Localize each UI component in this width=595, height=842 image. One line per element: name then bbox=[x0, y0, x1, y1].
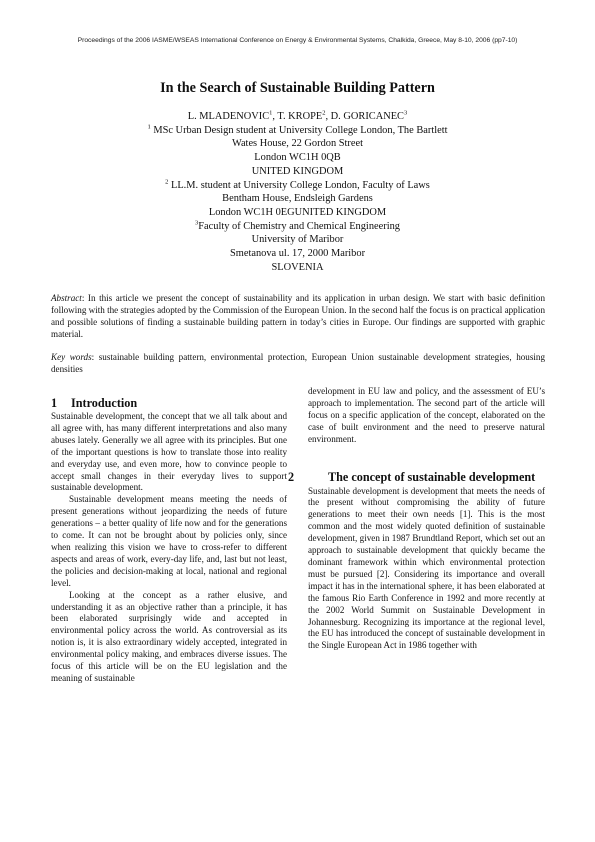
paper-title: In the Search of Sustainable Building Pattern bbox=[160, 80, 435, 96]
section-heading-concept bbox=[288, 469, 545, 484]
running-header: Proceedings of the 2006 IASME/WSEAS International Conference on Energy & Environmental Systems, Chalkida, Greece, May 8-10, 2006 (pp7-10) bbox=[77, 37, 518, 44]
affiliation-marker: 1 bbox=[269, 109, 273, 117]
affiliation-line: Wates House, 22 Gordon Street bbox=[231, 138, 364, 150]
affiliation-marker: 2 bbox=[165, 178, 169, 186]
affiliation-marker: 2 bbox=[322, 109, 326, 117]
affiliation-line: UNITED KINGDOM bbox=[251, 165, 344, 177]
affiliation-line: Smetanova ul. 17, 2000 Maribor bbox=[229, 248, 366, 260]
keywords bbox=[51, 352, 545, 376]
section-title: The concept of sustainable development bbox=[328, 469, 536, 484]
author-name: , D. GORICANEC bbox=[325, 111, 404, 122]
affiliation-text: Faculty of Chemistry and Chemical Engineering bbox=[198, 220, 400, 232]
section-heading-introduction bbox=[51, 396, 287, 410]
author-name: , T. KROPE bbox=[272, 111, 323, 122]
paragraph: Sustainable development means meeting the needs of present generations without jeopardizing the needs of future generations – a better quality of life now and for the generations to come. It can not be brought about by policies only, since when realizing this vision we have to cross-refer to different aspects and areas of work, every-day life, and, last but not least, the policies and decision-making at local, national and regional level. bbox=[51, 494, 287, 588]
affiliation-marker: 3 bbox=[195, 219, 199, 227]
section-number: 1 bbox=[51, 396, 58, 410]
left-column bbox=[51, 396, 287, 685]
paragraph: development in EU law and policy, and the assessment of EU’s approach to implementation. The second part of the article will focus on a specific application of the concept, elaborated on the case of built environment and the need to preserve natural environment. bbox=[308, 386, 545, 444]
affiliation-line: Bentham House, Endsleigh Gardens bbox=[222, 193, 373, 205]
affiliation-line bbox=[0, 124, 595, 138]
affiliation-marker: 1 bbox=[147, 123, 151, 131]
abstract-text: : In this article we present the concept of sustainability and its application in urban design. We start with basic definition following with the strategies adopted by the Commission of the European Union. In the second half the focus is on practical application and possible solutions of finding a sustainable building pattern in today’s cities in Europe. Our findings are supported with graphic material. bbox=[51, 293, 545, 339]
affiliation-line bbox=[0, 220, 595, 234]
abstract bbox=[51, 293, 545, 341]
affiliation-text: LL.M. student at University College London, Faculty of Laws bbox=[168, 179, 430, 191]
affiliation-line: University of Maribor bbox=[251, 234, 344, 246]
author-name: L. MLADENOVIC bbox=[187, 111, 270, 122]
affiliation-marker: 3 bbox=[404, 109, 408, 117]
author-line bbox=[0, 110, 595, 124]
section-number: 2 bbox=[288, 469, 295, 484]
paragraph: Sustainable development, the concept that we all talk about and all agree with, has many different interpretations and also many abuses lately. Generally we all agree with its principles. But one of the important questions is how to translate those into reality and everyday use, and even more, how to convince people to accept small changes in their everyday lives to support sustainable development. bbox=[51, 411, 287, 493]
abstract-label: Abstract bbox=[51, 293, 82, 303]
affiliation-line: SLOVENIA bbox=[271, 261, 324, 273]
section-title: Introduction bbox=[71, 396, 138, 410]
keywords-label: Key words bbox=[51, 352, 92, 362]
affiliation-line bbox=[0, 179, 595, 193]
right-column bbox=[288, 386, 545, 652]
author-block bbox=[0, 110, 595, 274]
keywords-text: : sustainable building pattern, environmental protection, European Union sustainable development strategies, housing densities bbox=[51, 352, 546, 374]
affiliation-text: MSc Urban Design student at University College London, The Bartlett bbox=[150, 124, 448, 136]
paragraph: Looking at the concept as a rather elusive, and understanding it as an objective rather than a principle, it has been elaborated surprisingly wide and accepted in environmental policy across the world. As controversial as its notion is, it is also extraordinary widely accepted, integrated in environmental policy making, and embraces diverse issues. The focus of this article will be on the EU legislation and the meaning of sustainable bbox=[51, 589, 287, 683]
paragraph: Sustainable development is development that meets the needs of the present without compromising the ability of future generations to meet their own needs [1]. This is the most common and the most widely quoted definition of sustainable development, given in 1987 Brundtland Report, which set out an approach to sustainable development that quickly became the dominant framework within which environmental protection must be pursued [2]. Considering its importance and overall impact it has in the international sphere, it has been elaborated at the famous Rio Earth Conference in 1992 and more recently at the 2002 World Summit on Sustainable Development in Johannesburg. Recognizing its importance at the regional level, the EU has introduced the concept of sustainable development in the Single European Act in 1986 together with bbox=[308, 485, 545, 651]
affiliation-line: London WC1H 0EGUNITED KINGDOM bbox=[208, 206, 387, 218]
affiliation-line: London WC1H 0QB bbox=[254, 152, 341, 164]
